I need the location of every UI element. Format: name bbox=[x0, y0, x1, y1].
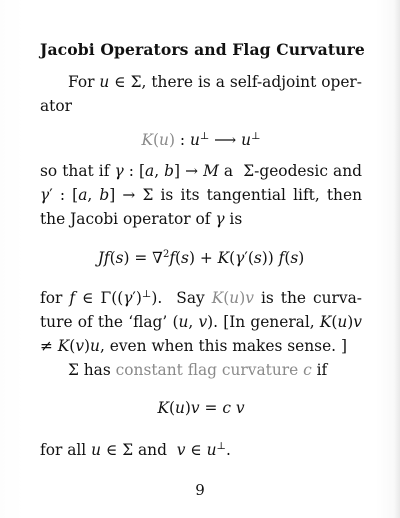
paragraph-3: for f ∈ Γ((γ′)⊥). Say K(u)v is the curva-ture of the ‘flag’ (u, v). [In general, K(u)v ≠ K(v)u, even when this makes sense. ] bbox=[40, 289, 362, 356]
section-title: Jacobi Operators and Flag Curvature bbox=[40, 40, 365, 59]
paragraph-5: for all u ∈ Σ and v ∈ u⊥. bbox=[40, 441, 231, 460]
page-content bbox=[40, 38, 365, 463]
page-number: 9 bbox=[195, 481, 205, 499]
paragraph-2: so that if γ : [a, b] → M a Σ-geodesic and γ′ : [a, b] → Σ is its tangential lift, then the Jacobi operator of γ is bbox=[40, 162, 362, 229]
equation-constant-curvature: K(u)v = c v bbox=[157, 399, 245, 418]
paragraph-1: For u ∈ Σ, there is a self-adjoint oper-ator bbox=[40, 73, 362, 115]
equation-operator: K(u) : u⊥ ⟶ u⊥ bbox=[141, 131, 261, 150]
equation-jacobi: Jf(s) = ∇$^2$f(s) + K(γ′(s)) f(s) bbox=[97, 249, 305, 268]
page-edge-shadow bbox=[394, 0, 400, 518]
paragraph-4: Σ has constant flag curvature c if bbox=[68, 361, 328, 380]
